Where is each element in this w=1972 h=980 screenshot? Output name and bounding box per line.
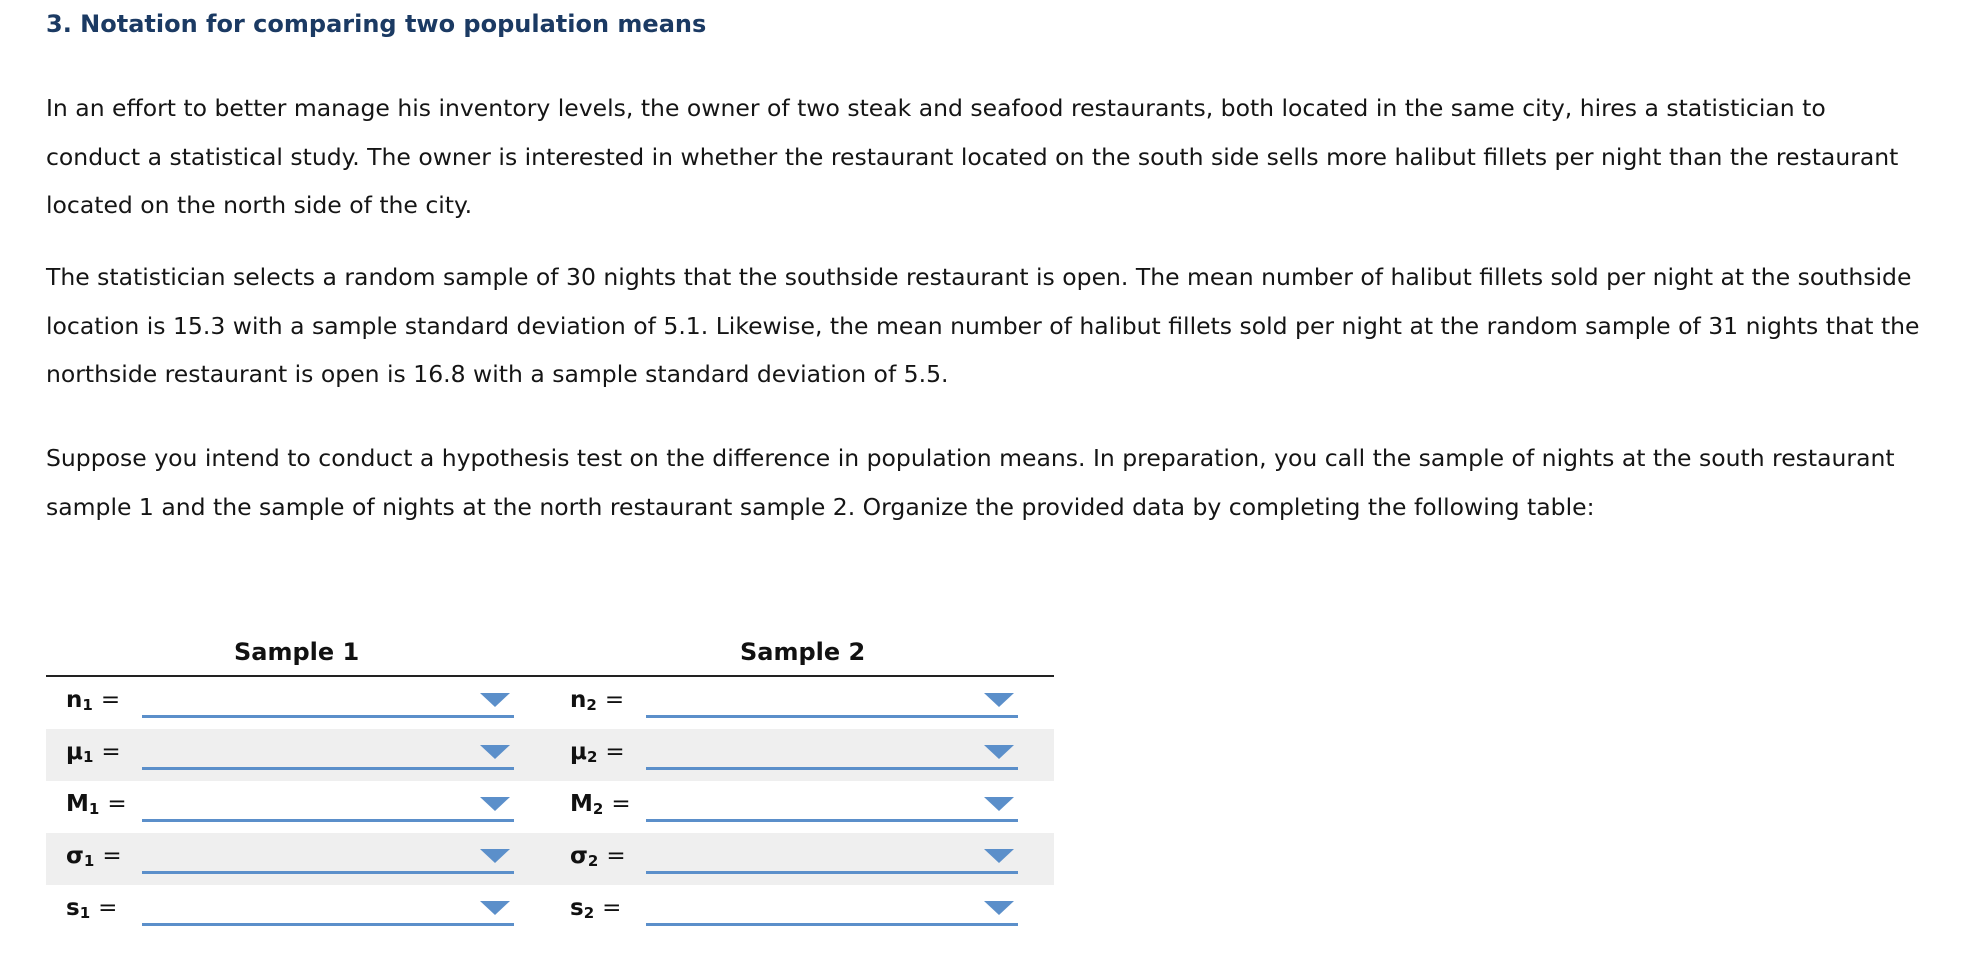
m2-dropdown[interactable] xyxy=(646,789,1018,822)
n2-dropdown[interactable] xyxy=(646,685,1018,718)
table-header xyxy=(46,630,1054,677)
n1-dropdown[interactable] xyxy=(142,685,514,718)
sigma2-label: $\sigma_2$ = xyxy=(570,843,626,870)
sample-data-paragraph: The statistician selects a random sample of 30 nights that the southside restaurant is open. The mean number of halibut fillets sold per night at the southside location is 15.3 with a sample standard deviation of 5.1. Likewise, the mean number of halibut fillets sold per night at the random sample of 31 nights that the northside restaurant is open is 16.8 with a sample standard deviation of 5.5. xyxy=(46,263,1920,389)
chevron-down-icon[interactable] xyxy=(984,797,1014,811)
table-row-s xyxy=(46,885,1054,937)
table-row-mu xyxy=(46,729,1054,781)
chevron-down-icon[interactable] xyxy=(984,745,1014,759)
table-row-sigma xyxy=(46,833,1054,885)
chevron-down-icon[interactable] xyxy=(984,849,1014,863)
s2-label: $s_2$ = xyxy=(570,895,622,922)
chevron-down-icon[interactable] xyxy=(480,901,510,915)
chevron-down-icon[interactable] xyxy=(480,693,510,707)
notation-table xyxy=(46,630,1054,937)
instructions-paragraph: Suppose you intend to conduct a hypothesis test on the difference in population means. In preparation, you call the sample of nights at the south restaurant sample 1 and the sample of nights at the north restaurant sample 2. Organize the provided data by completing the following table: xyxy=(46,444,1895,521)
intro-paragraph: In an effort to better manage his inventory levels, the owner of two steak and seafood restaurants, both located in the same city, hires a statistician to conduct a statistical study. The owner is interested in whether the restaurant located on the south side sells more halibut fillets per night than the restaurant located on the north side of the city. xyxy=(46,94,1899,220)
chevron-down-icon[interactable] xyxy=(480,797,510,811)
table-row-m xyxy=(46,781,1054,833)
m1-dropdown[interactable] xyxy=(142,789,514,822)
sigma1-dropdown[interactable] xyxy=(142,841,514,874)
chevron-down-icon[interactable] xyxy=(480,849,510,863)
chevron-down-icon[interactable] xyxy=(984,693,1014,707)
s1-dropdown[interactable] xyxy=(142,893,514,926)
chevron-down-icon[interactable] xyxy=(984,901,1014,915)
chevron-down-icon[interactable] xyxy=(480,745,510,759)
mu2-label: $\mu_2$ = xyxy=(570,739,625,766)
sample-2-header: Sample 2 xyxy=(740,638,866,666)
n2-label: $n_2$ = xyxy=(570,687,625,714)
sigma1-label: $\sigma_1$ = xyxy=(66,843,122,870)
sigma2-dropdown[interactable] xyxy=(646,841,1018,874)
sample-1-header: Sample 1 xyxy=(234,638,360,666)
mu1-label: $\mu_1$ = xyxy=(66,739,121,766)
s1-label: $s_1$ = xyxy=(66,895,118,922)
mu1-dropdown[interactable] xyxy=(142,737,514,770)
table-row-n xyxy=(46,677,1054,729)
m2-label: $M_2$ = xyxy=(570,791,631,818)
n1-label: $n_1$ = xyxy=(66,687,121,714)
m1-label: $M_1$ = xyxy=(66,791,127,818)
s2-dropdown[interactable] xyxy=(646,893,1018,926)
question-title: 3. Notation for comparing two population means xyxy=(46,10,707,38)
mu2-dropdown[interactable] xyxy=(646,737,1018,770)
